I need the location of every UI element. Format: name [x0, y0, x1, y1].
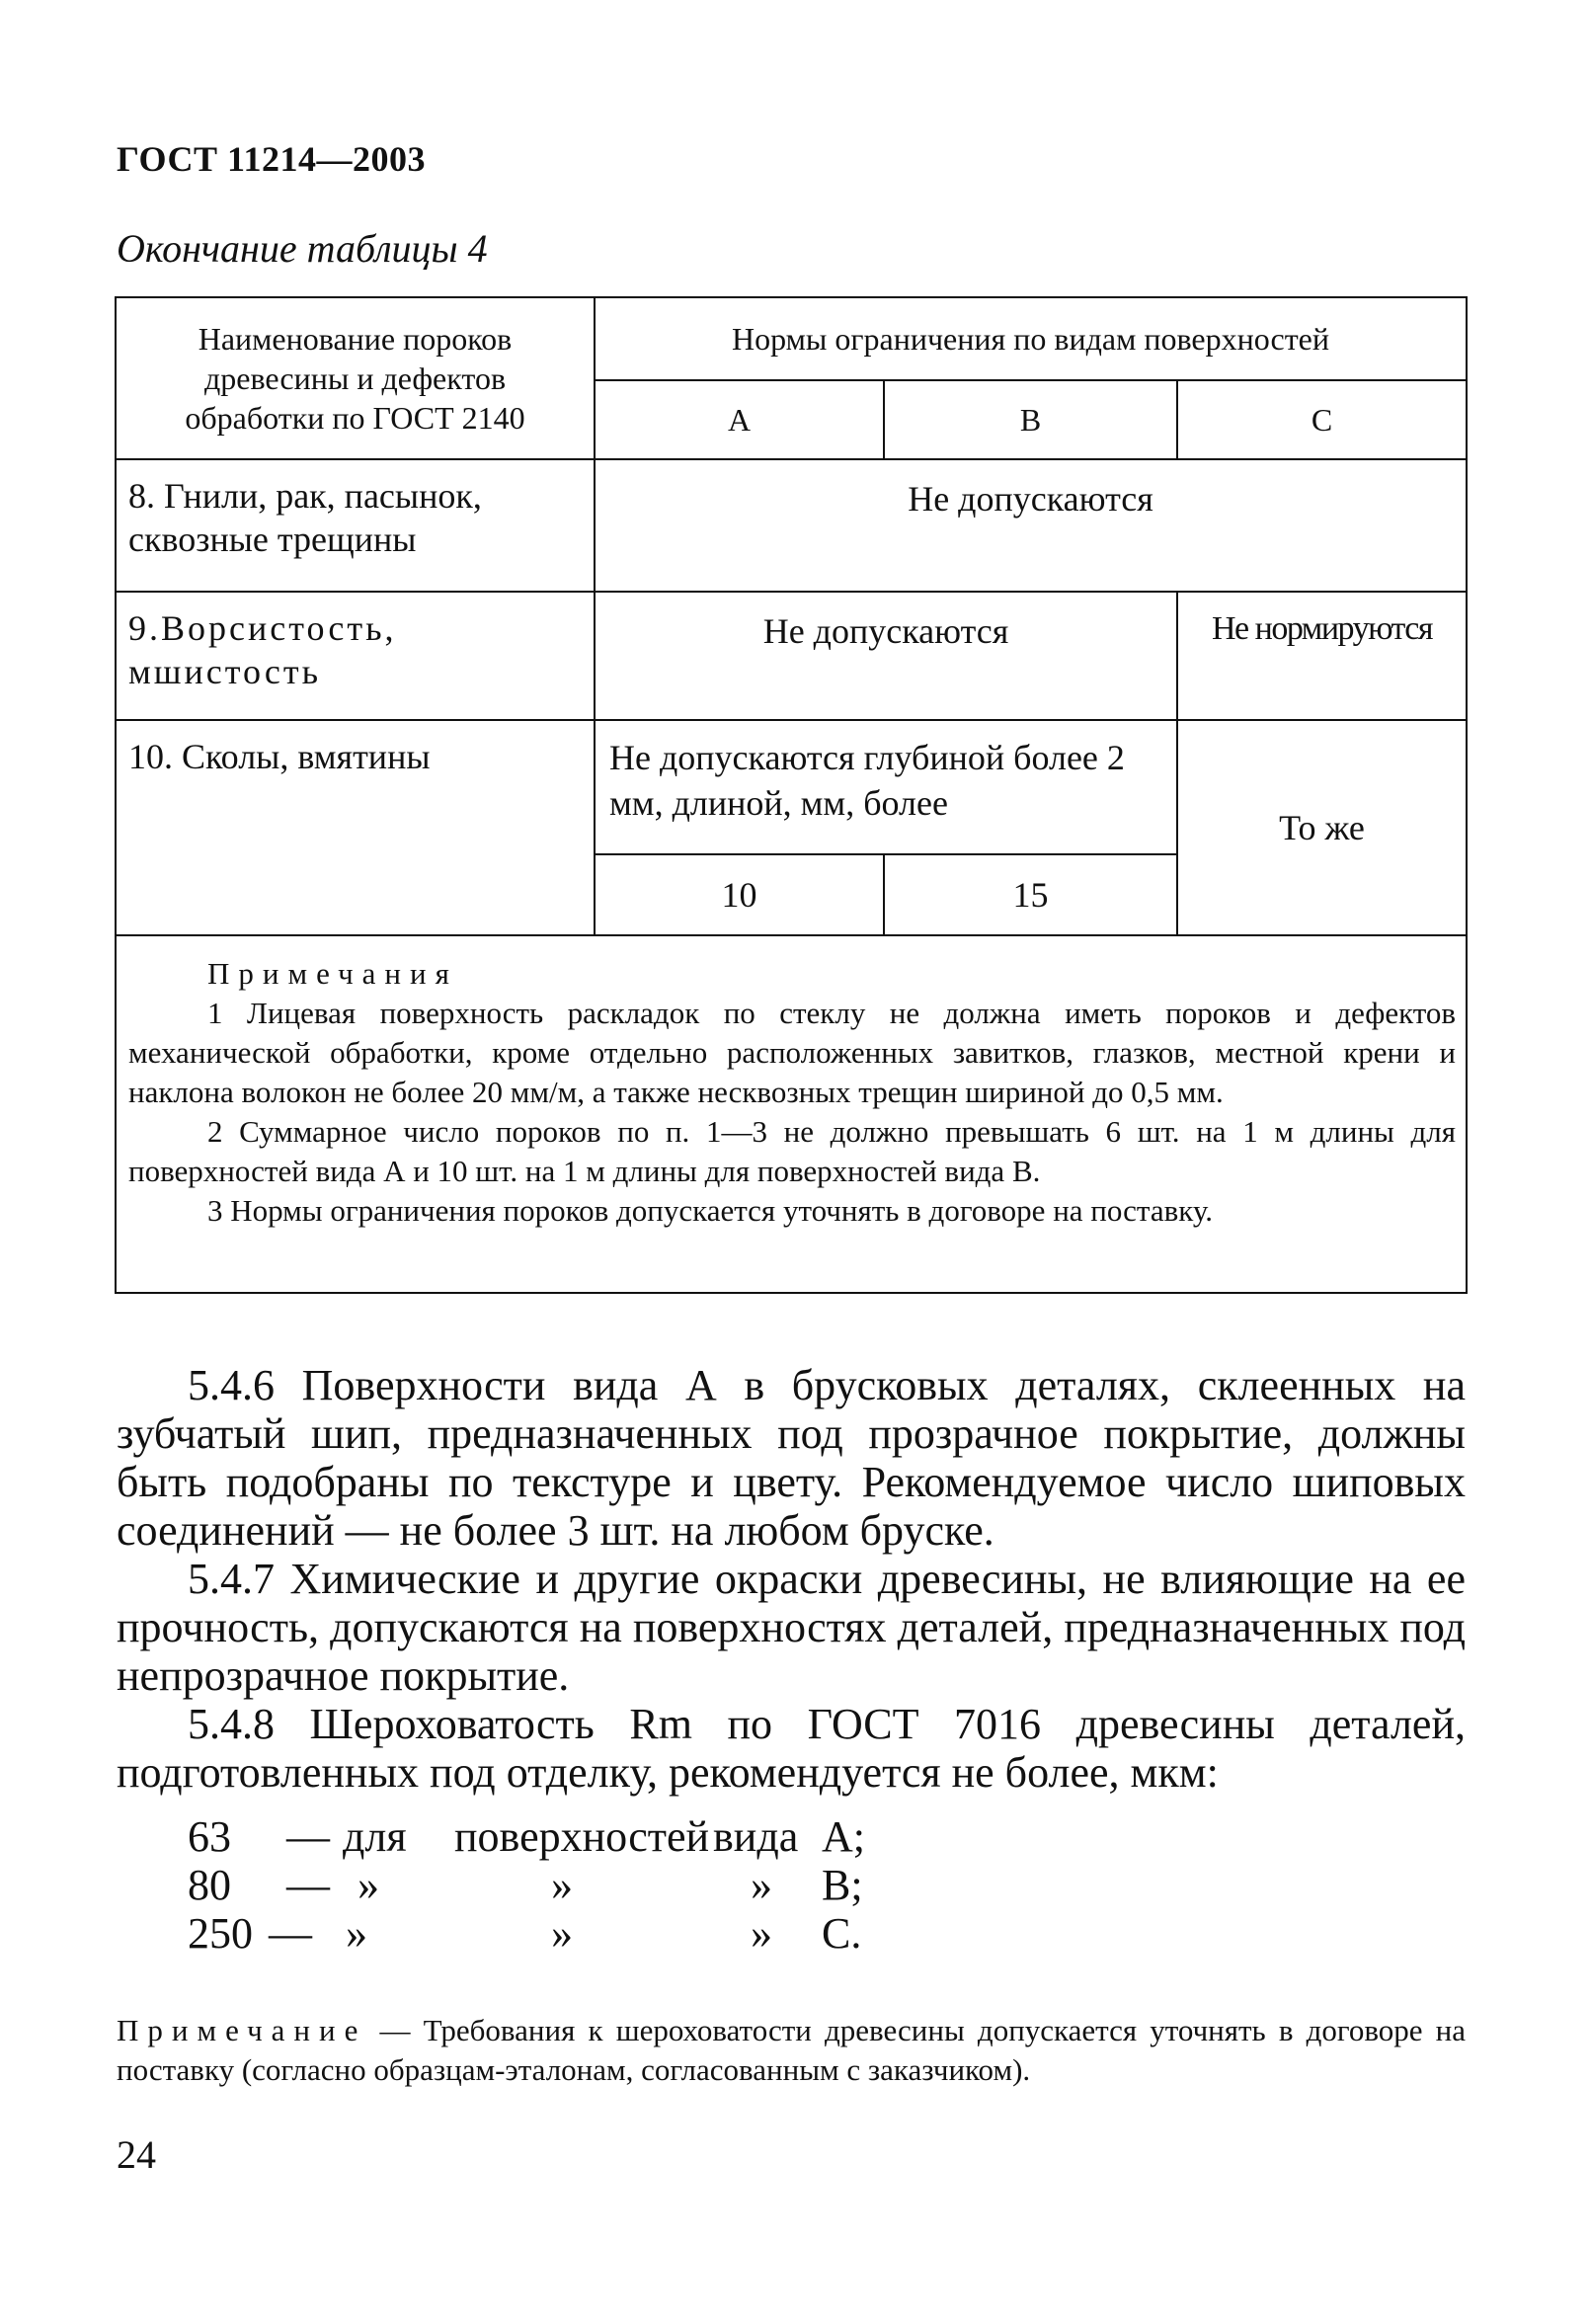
rough-c3: » [751, 1909, 772, 1958]
rough-c1: для [343, 1812, 407, 1861]
column-header-norms: Нормы ограничения по видам поверхностей [595, 297, 1467, 380]
paragraph-5-4-6: 5.4.6 Поверхности вида А в брусковых деталях, склеенных на зубчатый шип, предназначенных под прозрачное покрытие, должны быть подобраны по текстуре и цвету. Рекомендуемое число шиповых соединений — не более 3 шт. на любом бруске. [117, 1361, 1466, 1555]
rough-c1: » [346, 1909, 367, 1958]
row-10-name: 10. Сколы, вмятины [116, 720, 595, 935]
rough-c3: вида [713, 1812, 799, 1861]
rough-type: В; [822, 1861, 863, 1909]
row-10-value-b: 15 [884, 854, 1177, 935]
table-row [116, 592, 1467, 720]
note-2: 2 Суммарное число пороков по п. 1—3 не должно превышать 6 шт. на 1 м длины для поверхностей вида А и 10 шт. на 1 м длины для поверхностей вида В. [128, 1114, 1457, 1188]
row-10-value-a: 10 [595, 854, 884, 935]
rough-dash: — [286, 1861, 330, 1909]
notes-title: Примечания [207, 956, 458, 991]
rough-value: 80 [188, 1861, 231, 1909]
row-8-name: 8. Гнили, рак, пасынок, сквозные трещины [116, 459, 595, 592]
note-1: 1 Лицевая поверхность раскладок по стеклу не должна иметь пороков и дефектов механической обработки, кроме отдельно расположенных завитков, глазков, местной крени и наклона волокон не более 20 мм/м, а также несквозных трещин шириной до 0,5 мм. [128, 996, 1457, 1109]
body-text [117, 1361, 1466, 1797]
rough-c1: » [358, 1861, 379, 1909]
rough-type: А; [822, 1812, 865, 1861]
row-9-norm-ab: Не допускаются [595, 592, 1177, 720]
rough-c2: » [551, 1861, 573, 1909]
table-row [116, 459, 1467, 592]
rough-type: С. [822, 1909, 862, 1958]
row-10-norm-c: То же [1177, 720, 1467, 935]
rough-dash: — [286, 1812, 330, 1861]
rough-c3: » [751, 1861, 772, 1909]
header-line-1: Наименование пороков [198, 321, 513, 357]
column-header-defect-name [116, 297, 595, 459]
paragraph-5-4-8: 5.4.8 Шероховатость Rm по ГОСТ 7016 древесины деталей, подготовленных под отделку, рекомендуется не более, мкм: [117, 1700, 1466, 1797]
row-10-norm-ab: Не допускаются глубиной более 2 мм, длиной, мм, более [595, 720, 1177, 854]
table-caption: Окончание таблицы 4 [117, 226, 488, 271]
row-8-norm: Не допускаются [595, 459, 1467, 592]
final-note [117, 2011, 1466, 2090]
subheader-a: А [595, 380, 884, 459]
rough-value: 63 [188, 1812, 231, 1861]
header-line-3: обработки по ГОСТ 2140 [185, 400, 525, 436]
final-note-text: — Требования к шероховатости древесины допускается уточнять в договоре на поставку (согласно образцам-эталонам, согласованным с заказчиком). [117, 2013, 1466, 2087]
row-9-norm-c: Не нормируются [1177, 592, 1467, 720]
rough-value: 250 [188, 1909, 253, 1958]
notes-row [116, 935, 1467, 1293]
rough-dash: — [269, 1909, 312, 1958]
table-notes [116, 935, 1467, 1293]
page-number: 24 [117, 2132, 156, 2177]
subheader-c: С [1177, 380, 1467, 459]
row-9-name: 9.Ворсистость, мшистость [116, 592, 595, 720]
table-row [116, 720, 1467, 854]
page-header: ГОСТ 11214—2003 [117, 139, 426, 179]
final-note-label: Примечание [117, 2013, 367, 2047]
rough-c2: поверхностей [454, 1812, 710, 1861]
subheader-b: В [884, 380, 1177, 459]
rough-c2: » [551, 1909, 573, 1958]
note-3: 3 Нормы ограничения пороков допускается уточнять в договоре на поставку. [207, 1193, 1214, 1228]
defects-table [115, 296, 1468, 1294]
header-line-2: древесины и дефектов [203, 361, 507, 396]
paragraph-5-4-7: 5.4.7 Химические и другие окраски древесины, не влияющие на ее прочность, допускаются на поверхностях деталей, предназначенных под непрозрачное покрытие. [117, 1555, 1466, 1700]
